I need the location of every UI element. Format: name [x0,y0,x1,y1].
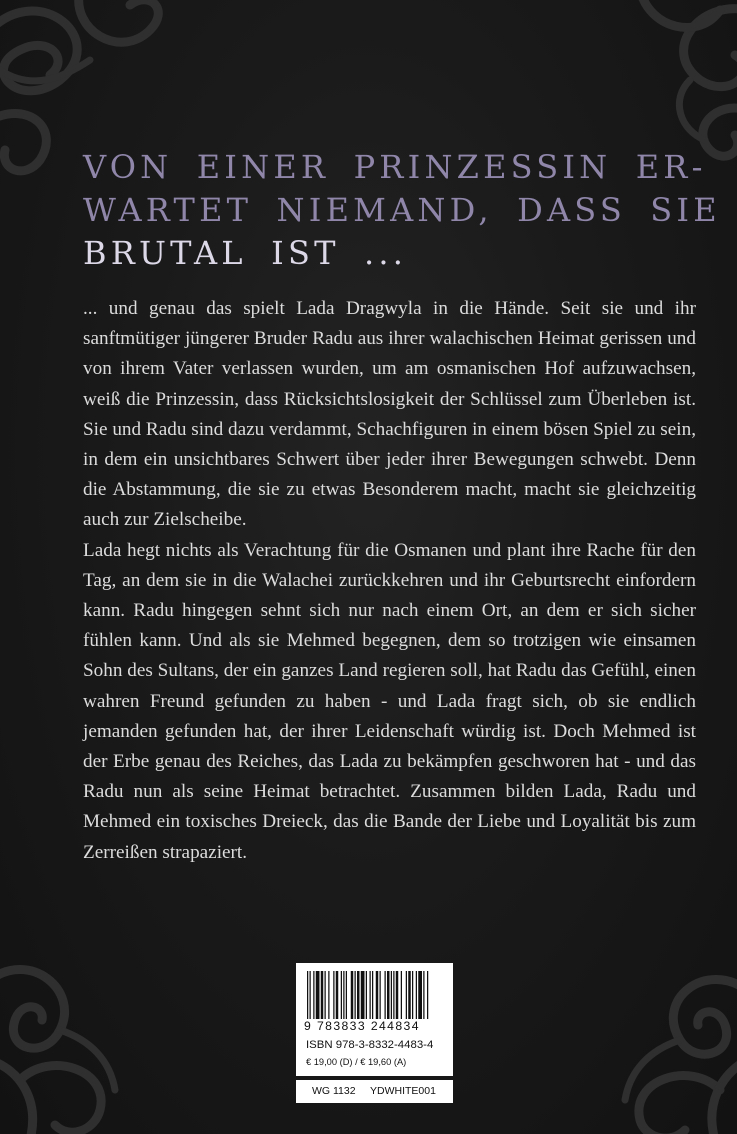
wg-code: WG 1132 [312,1085,356,1097]
barcode-bar [406,971,407,1019]
blurb-text [83,294,696,868]
barcode-bar [321,971,324,1019]
barcode-bar [307,971,308,1019]
headline [83,146,721,275]
headline-line-2: WARTET NIEMAND, DASS SIE [83,191,721,229]
barcode-bar [343,971,344,1019]
barcode-bar [333,971,334,1019]
barcode-bar [328,971,329,1019]
ean-barcode [307,971,440,1019]
barcode-bar [336,971,339,1019]
barcode-bar [341,971,342,1019]
ornament-top-right [640,0,737,156]
headline-line-1: VON EINER PRINZESSIN ER- [83,148,707,186]
ornament-bottom-right [625,980,737,1134]
barcode-bar [396,971,399,1019]
ornament-bottom-left [0,970,115,1134]
barcode-bar [372,971,373,1019]
barcode-bar [357,971,360,1019]
price-label: € 19,00 (D) / € 19,60 (A) [306,1057,407,1067]
barcode-bar [401,971,402,1019]
blurb-paragraph-1: ... und genau das spielt Lada Dragwyla in die Hände. Seit sie und ihr sanftmütiger jüngerer Bruder Radu aus ihrer walachischen Heimat gerissen und von ihrem Vater verlassen wurden, um am osmanischen Hof aufzuwachsen, weiß die Prinzessin, dass Rücksichtslosigkeit der Schlüssel zum Überleben ist. Sie und Radu sind dazu verdammt, Schachfiguren in einem bösen Spiel zu sein, in dem ein unsichtbares Schwert über jeder ihrer Bewegungen schwebt. Denn die Abstammung, die sie zu etwas Besonderem macht, macht sie gleichzeitig auch zur Zielscheibe. [83,298,696,531]
headline-line-3: BRUTAL IST ... [83,234,408,272]
barcode-bar [427,971,428,1019]
barcode-bar [346,971,347,1019]
barcode-digits: 9 783833 244834 [304,1019,420,1033]
barcode-bar [310,971,311,1019]
barcode-bar [385,971,386,1019]
barcode-bar [351,971,354,1019]
barcode-bar [418,971,422,1019]
barcode-bar [316,971,320,1019]
barcode-bar [423,971,424,1019]
barcode-bar [325,971,326,1019]
barcode-bar [412,971,413,1019]
barcode-bar [376,971,379,1019]
barcode-bar [391,971,392,1019]
barcode-bar [387,971,390,1019]
barcode-bar [366,971,367,1019]
product-codes-label [296,1080,453,1103]
blurb-paragraph-2: Lada hegt nichts als Verachtung für die Osmanen und plant ihre Rache für den Tag, an dem sie in die Walachei zurückkehren und ihr Geburtsrecht einfordern kann. Radu hingegen sehnt sich nur nach einem Ort, an dem er sich sicher fühlen kann. Und als sie Mehmed begegnen, dem so trotzigen wie einsamen Sohn des Sultans, der ein ganzes Land regieren soll, hat Radu das Gefühl, einen wahren Freund gefunden zu haben - und Lada fragt sich, ob sie endlich jemanden gefunden hat, der ihrer Leidenschaft würdig ist. Doch Mehmed ist der Erbe genau des Reiches, das Lada zu bekämpfen geschworen hat - und das Radu nun als seine Heimat betrachtet. Zusammen bilden Lada, Radu und Mehmed ein toxisches Dreieck, das die Bande der Liebe und Loyalität bis zum Zerreißen strapaziert. [83,539,696,863]
barcode-bar [355,971,356,1019]
reference-code: YDWHITE001 [370,1085,436,1097]
barcode-bar [370,971,371,1019]
barcode-bar [380,971,381,1019]
barcode-label [296,963,453,1076]
barcode-bar [408,971,411,1019]
isbn-number: ISBN 978-3-8332-4483-4 [306,1039,434,1051]
barcode-bar [416,971,417,1019]
barcode-bar [313,971,314,1019]
barcode-bar [393,971,394,1019]
barcode-bar [361,971,365,1019]
